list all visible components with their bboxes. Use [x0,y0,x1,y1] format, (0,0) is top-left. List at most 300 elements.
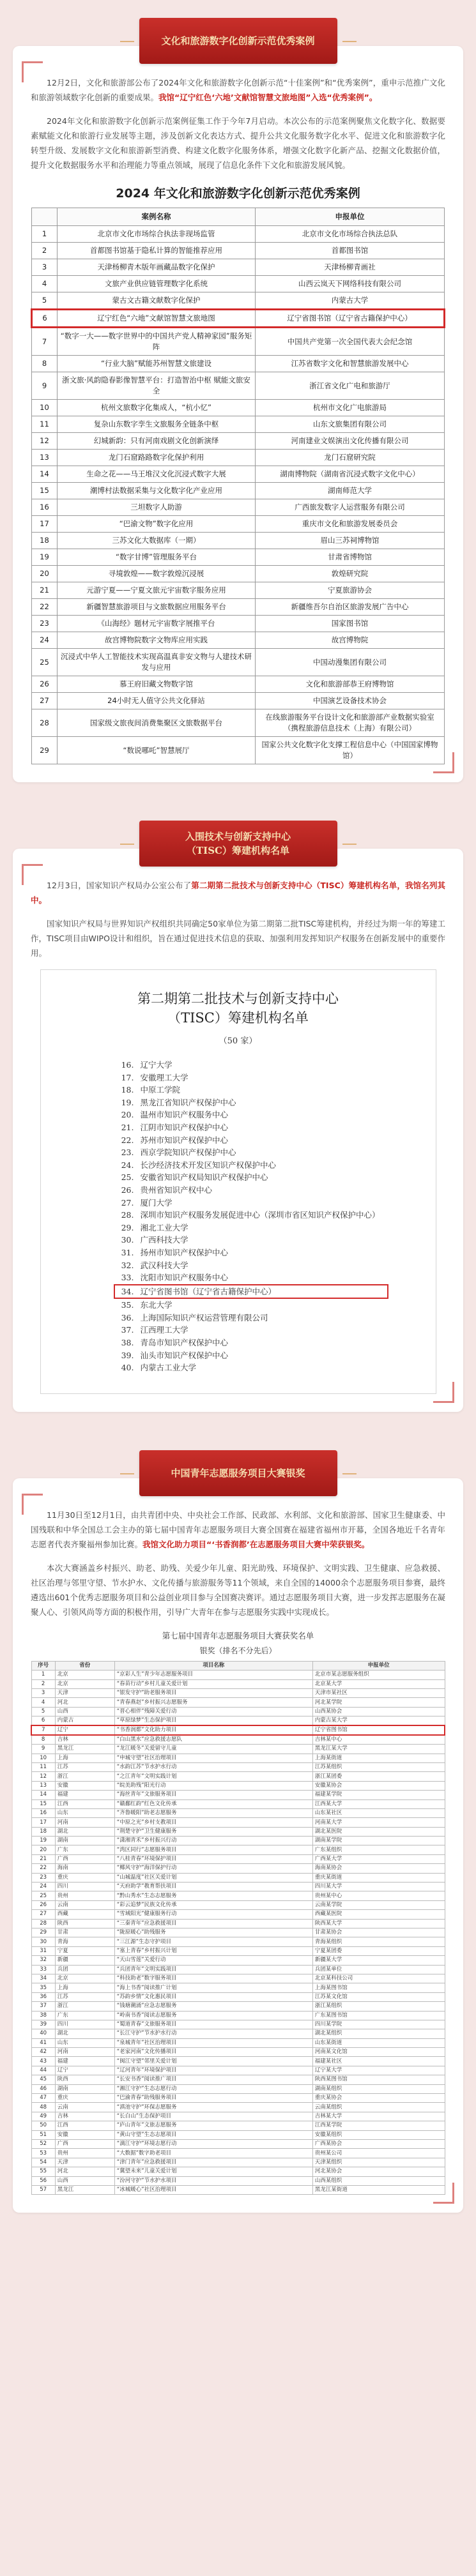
list-item-number: 24. [121,1160,134,1170]
award-cell-c1: 18 [31,1827,55,1836]
award-col-project: 项目名称 [114,1661,312,1670]
table-cell-name: “数字一大——数字世界中的中国共产党人精神家园”服务矩阵 [58,328,256,356]
award-cell-c2: 吉林 [55,2112,114,2121]
table-row [31,1864,445,1873]
table-row [31,1671,445,1679]
award-cell-c2: 上海 [55,1754,114,1762]
tisc-document [40,969,436,1394]
award-cell-c1: 24 [31,1883,55,1891]
award-cell-c2: 安徽 [55,2130,114,2139]
award-cell-c4: 吉林某大学 [312,2112,445,2121]
award-cell-c2: 山东 [55,2038,114,2047]
table-row [31,2103,445,2112]
award-table [31,1661,445,2195]
award-cell-c2: 云南 [55,2103,114,2112]
table-row [32,709,445,737]
list-item-text: 西京学院知识产权保护中心 [140,1148,236,1158]
table-cell-unit: 国家图书馆 [256,616,445,632]
table-cell-idx: 23 [32,616,58,632]
award-cell-c4: 云南某学院 [312,1900,445,1909]
award-cell-c1: 31 [31,1946,55,1955]
award-cell-c3: “彩云追梦”民族文化传承 [114,1900,312,1909]
award-cell-c4: 吉林某中心 [312,1735,445,1745]
list-item-number: 21. [121,1122,134,1132]
table-cell-idx: 7 [32,328,58,356]
table-row [32,259,445,276]
section-header-2-title-b: （TISC）筹建机构名单 [187,845,289,856]
award-cell-c1: 20 [31,1845,55,1854]
list-item-number: 34. [121,1286,134,1296]
award-cell-c1: 35 [31,1983,55,1992]
card-1 [13,46,463,782]
table-cell-idx: 24 [32,632,58,649]
list-item [118,1059,397,1072]
list-item-text: 厦门大学 [140,1197,173,1208]
table-cell-name: “数说哪吒”智慧展厅 [58,737,256,764]
table-cell-name: “数字甘博”管理服务平台 [58,549,256,566]
table-row [31,2029,445,2038]
award-cell-c4: 湖北某组织 [312,2029,445,2038]
award-cell-c3: “冀望未来”儿童关爱计划 [114,2167,312,2176]
table-cell-name: “行业大脑”赋能苏州智慧文旅建设 [58,356,256,372]
sec3-paragraph-2: 本次大赛涵盖乡村振兴、助老、助残、关爱少年儿童、阳光助残、环境保护、文明实践、卫生健康、应急救援、社区治理与邻里守望、节水护水、文化传播与旅游服务等11个领域，来自全国的14000余个志愿服务项目参赛，最终遴选出601个优秀志愿服务项目和公益创业项目参与全国赛决赛评。通过志愿服务项目大赛，进一步发挥志愿服务在凝聚人心、引领风尚等方面的积极作用，引导广大青年在参与志愿服务实践中实现成长。 [31,1563,445,1617]
list-item-text: 安徽省知识产权局知识产权保护中心 [140,1172,268,1183]
award-cell-c1: 55 [31,2167,55,2176]
table-cell-name: 《山海经》题材元宇宙数字展推平台 [58,616,256,632]
table-row [31,2020,445,2029]
award-cell-c1: 52 [31,2139,55,2148]
award-cell-c3: “山城温度”社区关爱计划 [114,1873,312,1882]
award-cell-c2: 山西 [55,2176,114,2185]
table-row [31,2011,445,2020]
award-cell-c1: 30 [31,1937,55,1946]
table-cell-idx: 18 [32,533,58,549]
award-cell-c1: 28 [31,1919,55,1928]
list-item [118,1146,397,1159]
award-cell-c2: 河北 [55,2167,114,2176]
award-cell-c3: “庐山青年”文旅志愿服务 [114,2121,312,2130]
section-header-2 [139,821,337,867]
award-cell-c3: “辽河青年”环境保护项目 [114,2066,312,2075]
table-cell-idx: 11 [32,416,58,433]
award-cell-c2: 浙江 [55,2002,114,2011]
table-cell-idx: 15 [32,483,58,499]
award-cell-c1: 44 [31,2066,55,2075]
table-row [31,1992,445,2001]
award-cell-c4: 甘肃某协会 [312,1928,445,1937]
sec2-paragraph-1-highlight: 第二期第二批技术与创新支持中心（TISC）筹建机构名单，我馆名列其中。 [31,881,445,905]
award-cell-c3: “泉城青年”社区治理项目 [114,2038,312,2047]
award-cell-c1: 57 [31,2185,55,2194]
table-row [31,1707,445,1716]
table-cell-idx: 25 [32,649,58,676]
card-3 [13,1478,463,2213]
table-row [31,1799,445,1808]
table-cell-idx: 16 [32,499,58,516]
list-item-number: 30. [121,1235,134,1245]
table-row [31,1910,445,1919]
table-row [31,1883,445,1891]
award-cell-c2: 广东 [55,2011,114,2020]
award-cell-c4: 海南某协会 [312,1864,445,1873]
award-cell-c4: 辽宁某大学 [312,2066,445,2075]
list-item-number: 36. [121,1312,134,1322]
award-cell-c4: 四川某学院 [312,2020,445,2029]
award-cell-c1: 21 [31,1854,55,1863]
table-row [31,2176,445,2185]
award-cell-c1: 53 [31,2149,55,2158]
list-item [118,1159,397,1172]
table-row [31,1735,445,1745]
list-item-number: 22. [121,1135,134,1145]
award-cell-c4: 天津某组织 [312,2158,445,2167]
sec1-paragraph-1-text: 12月2日，文化和旅游部公布了2024年文化和旅游数字化创新示范“十佳案例”和“优秀案例”，重申示范推广文化和旅游领域数字化创新的重要成果。 [31,78,445,102]
table-row [31,1919,445,1928]
table-row [31,1754,445,1762]
table-cell-name: 慕王府旧藏文物数字馆 [58,676,256,693]
table-row [31,1937,445,1946]
award-cell-c3: “老家河南”文化传播项目 [114,2048,312,2057]
award-cell-c2: 广西 [55,2139,114,2148]
table-cell-name: 幻城新韵：只有河南戏剧文化创新演绎 [58,433,256,450]
table-cell-unit: 江苏省数字文化和智慧旅游发展中心 [256,356,445,372]
table-cell-unit: 中国共产党第一次全国代表大会纪念馆 [256,328,445,356]
table-row [32,328,445,356]
table-row [31,2066,445,2075]
table-cell-unit: 广西旅发数字人运营服务有限公司 [256,499,445,516]
award-cell-c2: 西藏 [55,1910,114,1919]
table-cell-idx: 6 [32,310,58,328]
award-cell-c4: 四川某大学 [312,1883,445,1891]
table-cell-idx: 2 [32,243,58,259]
table-row [32,433,445,450]
award-cell-c2: 贵州 [55,1891,114,1900]
section-culture-digital-cases [0,11,476,782]
table-cell-unit: 眉山三苏祠博物馆 [256,533,445,549]
award-list-title: 第七届中国青年志愿服务项目大赛获奖名单 [162,1630,314,1640]
award-cell-c4: 山东某街道 [312,2038,445,2047]
award-cell-c1: 23 [31,1873,55,1882]
award-cell-c4: 云南某组织 [312,2103,445,2112]
award-cell-c1: 4 [31,1698,55,1707]
award-cell-c1: 46 [31,2084,55,2093]
award-cell-c4: 江苏某组织 [312,1762,445,1771]
section-header-3-title: 中国青年志愿服务项目大赛银奖 [171,1467,305,1479]
award-cell-c3: “大数据”数字助老项目 [114,2149,312,2158]
list-item-number: 32. [121,1260,134,1270]
table-row [32,400,445,416]
table-cell-unit: 湖南博物院（湖南省沉浸式数字文化中心） [256,466,445,483]
award-cell-c2: 北京 [55,1679,114,1688]
award-cell-c4: 福建某社区 [312,2057,445,2066]
award-cell-c3: “京彩人生”青少年志愿服务项目 [114,1671,312,1679]
award-cell-c4: 内蒙古某大学 [312,1716,445,1726]
award-col-province: 省份 [55,1661,114,1670]
list-item [118,1121,397,1134]
col-case-name: 案例名称 [58,208,256,226]
award-cell-c1: 41 [31,2038,55,2047]
section-header-1 [139,18,337,64]
award-cell-c4: 贵州某中心 [312,1891,445,1900]
table-row [31,2158,445,2167]
award-cell-c2: 湖南 [55,1837,114,1845]
award-cell-c4: 上海某图书馆 [312,1983,445,1992]
table-cell-idx: 22 [32,599,58,616]
list-item [118,1222,397,1234]
award-cell-c1: 43 [31,2057,55,2066]
list-item-number: 20. [121,1110,134,1120]
award-cell-c3: “八桂青春”环境保护项目 [114,1854,312,1863]
award-cell-c4: 安徽某组织 [312,2130,445,2139]
table-cell-name: 蒙古文古籍文献数字化保护 [58,292,256,310]
list-item [118,1109,397,1121]
award-cell-c2: 黑龙江 [55,2185,114,2194]
award-cell-c2: 安徽 [55,1781,114,1790]
table-row [32,226,445,243]
award-cell-c3: “赣鄱红韵”红色文化传承 [114,1799,312,1808]
award-cell-c2: 海南 [55,1864,114,1873]
award-cell-c1: 14 [31,1791,55,1799]
table-cell-unit: 中国演艺设备技术协会 [256,693,445,709]
sec3-paragraph-1 [31,1508,445,1552]
table-cell-unit: 辽宁省图书馆（辽宁省古籍保护中心） [256,310,445,328]
award-col-index: 序号 [31,1661,55,1670]
award-cell-c1: 40 [31,2029,55,2038]
table-cell-name: 浙文旅·风韵隐春影像智慧平台：打造智治中枢 赋能文旅安全 [58,372,256,400]
table-cell-name: 文旅产业供应链管理数字化系统 [58,276,256,292]
award-cell-c2: 贵州 [55,2149,114,2158]
award-cell-c1: 6 [31,1716,55,1726]
award-cell-c4: 西藏某医院 [312,1910,445,1919]
award-cell-c4: 黑龙江某大学 [312,1745,445,1754]
list-item [118,1271,397,1284]
award-cell-c3: “湾区同行”志愿服务项目 [114,1845,312,1854]
award-cell-c1: 11 [31,1762,55,1771]
table-cell-name: 生命之花——马王堆汉文化沉浸式数字大展 [58,466,256,483]
table-row [31,1689,445,1698]
table-cell-idx: 28 [32,709,58,737]
award-cell-c1: 27 [31,1910,55,1919]
table-row [31,2002,445,2011]
table-cell-name: 龙门石窟路路数字化保护利用 [58,450,256,466]
table-cell-name: 辽宁红色“六地”文献馆智慧文旅地图 [58,310,256,328]
table-cell-unit: 故宫博物院 [256,632,445,649]
award-cell-c2: 上海 [55,1983,114,1992]
award-cell-c4: 青海某组织 [312,1937,445,1946]
tisc-doc-count: （50 家） [219,1036,257,1046]
award-cell-c1: 10 [31,1754,55,1762]
award-cell-c2: 云南 [55,1900,114,1909]
award-cell-c2: 广东 [55,1845,114,1854]
award-cell-c4: 湖南某学院 [312,1837,445,1845]
table-cell-name: 杭州文旅数字化集成人，“杭小忆” [58,400,256,416]
table-row [32,466,445,483]
award-cell-c4: 江西某学院 [312,2121,445,2130]
award-cell-c2: 湖北 [55,2029,114,2038]
table-row [31,2130,445,2139]
table-cell-idx: 5 [32,292,58,310]
award-cell-c3: “中原之光”乡村支教项目 [114,1818,312,1827]
list-item [118,1171,397,1184]
table-row [32,310,445,328]
award-cell-c3: “滇池守护”环保志愿服务 [114,2103,312,2112]
list-item-text: 东北大学 [140,1300,173,1310]
list-item-text: 辽宁大学 [140,1060,173,1070]
list-item-number: 27. [121,1197,134,1208]
table-row [31,1891,445,1900]
award-list-subtitle: 银奖（排名不分先后） [199,1646,277,1655]
award-cell-c4: 黑龙江某街道 [312,2185,445,2194]
award-cell-c3: “椰风守护”海洋保护行动 [114,1864,312,1873]
list-item [118,1337,397,1349]
table-row [31,1928,445,1937]
award-cell-c4: 浙江某组织 [312,2002,445,2011]
list-item [114,1284,388,1299]
list-item [118,1084,397,1096]
award-cell-c4: 辽宁省图书馆 [312,1725,445,1735]
award-cell-c3: “晋心相伴”残障关爱行动 [114,1707,312,1716]
list-item [118,1184,397,1197]
sec1-paragraph-1 [31,75,445,105]
section-tisc [0,814,476,1412]
sec2-paragraph-1 [31,878,445,907]
sec2-paragraph-1-text: 12月3日，国家知识产权局办公室公布了 [47,881,192,890]
award-cell-c1: 19 [31,1837,55,1845]
award-cell-c2: 天津 [55,1689,114,1698]
award-cell-c3: “银发守护”助老服务项目 [114,1689,312,1698]
table-cell-name: 新疆智慧旅游项目与文旅数据应用服务平台 [58,599,256,616]
table-row [31,1873,445,1882]
table-cell-name: 潮博村法数据采集与文化数字化产业应用 [58,483,256,499]
list-item-text: 上海国际知识产权运营管理有限公司 [140,1312,268,1322]
table-row [31,1781,445,1790]
table-row [32,649,445,676]
award-cell-c1: 13 [31,1781,55,1790]
award-cell-c4: 兵团某单位 [312,1965,445,1974]
list-item-text: 长沙经济技术开发区知识产权保护中心 [140,1160,277,1170]
table-cell-unit: 新疆维吾尔自治区旅游发展广告中心 [256,599,445,616]
table-row [31,1946,445,1955]
table-row [31,1974,445,1983]
table-cell-name: 天津杨柳青木版年画藏品数字化保护 [58,259,256,276]
award-cell-c3: “津门青年”应急救援项目 [114,2158,312,2167]
award-cell-c3: “荆楚守护”卫生健康服务 [114,1827,312,1836]
award-cell-c4: 湖北某医院 [312,1827,445,1836]
award-cell-c3: “三江源”生态守护项目 [114,1937,312,1946]
award-cell-c3: “三秦青年”应急救援项目 [114,1919,312,1928]
award-cell-c3: “蜀道青春”文旅服务项目 [114,2020,312,2029]
award-cell-c3: “长安书香”阅读推广项目 [114,2075,312,2084]
table-row [31,2084,445,2093]
award-cell-c1: 1 [31,1671,55,1679]
table-row [31,1791,445,1799]
award-cell-c4: 重庆某街道 [312,1873,445,1882]
list-item [118,1361,397,1374]
award-cell-c3: “钱塘潮涌”应急志愿服务 [114,2002,312,2011]
table-cell-idx: 14 [32,466,58,483]
list-item-text: 湘北工业大学 [140,1222,188,1232]
award-cell-c3: “天府助学”教育帮扶项目 [114,1883,312,1891]
award-cell-c3: “雪域阳光”健康服务行动 [114,1910,312,1919]
award-cell-c1: 17 [31,1818,55,1827]
award-cell-c3: “春苗行动”乡村儿童关爱计划 [114,1679,312,1688]
list-item [118,1134,397,1147]
list-item-text: 苏州市知识产权保护中心 [140,1135,229,1145]
table-cell-name: 故宫博物院数字文物库应用实践 [58,632,256,649]
award-cell-c1: 9 [31,1745,55,1754]
award-cell-c2: 黑龙江 [55,1745,114,1754]
table-row [32,292,445,310]
award-cell-c1: 34 [31,1974,55,1983]
award-cell-c2: 陕西 [55,2075,114,2084]
award-cell-c4: 陕西某大学 [312,1919,445,1928]
award-cell-c4: 福建某学院 [312,1791,445,1799]
award-cell-c1: 48 [31,2103,55,2112]
table-cell-unit: 北京市文化市场综合执法总队 [256,226,445,243]
award-cell-c3: “岭南书香”阅读志愿服务 [114,2011,312,2020]
award-cell-c2: 福建 [55,2057,114,2066]
award-cell-c4: 河南某文化馆 [312,2048,445,2057]
award-cell-c2: 重庆 [55,1873,114,1882]
award-cell-c4: 山西某组织 [312,2176,445,2185]
table-row [31,2038,445,2047]
table-cell-name: 24小时无人值守公共文化驿站 [58,693,256,709]
table-cell-unit: 首都图书馆 [256,243,445,259]
award-cell-c4: 上海某街道 [312,1754,445,1762]
table-cell-idx: 17 [32,516,58,533]
table-cell-name: 三苏文化大数据库（一期） [58,533,256,549]
list-item-number: 31. [121,1247,134,1257]
table-cell-unit: 浙江省文化广电和旅游厅 [256,372,445,400]
award-cell-c3: “之江青年”文明实践计划 [114,1772,312,1781]
award-cell-c3: “龙江暖冬”关爱留守儿童 [114,1745,312,1754]
list-item [118,1349,397,1362]
award-cell-c2: 天津 [55,2158,114,2167]
table-row [31,1679,445,1688]
list-item-number: 37. [121,1325,134,1335]
award-cell-c3: “海上书香”阅读推广计划 [114,1983,312,1992]
award-cell-c1: 15 [31,1799,55,1808]
award-cell-c1: 38 [31,2011,55,2020]
table-row [31,1965,445,1974]
award-cell-c1: 29 [31,1928,55,1937]
award-cell-c3: “青春燕赵”乡村振兴志愿服务 [114,1698,312,1707]
table-row [32,499,445,516]
table-row [31,1956,445,1965]
award-cell-c4: 广西某大学 [312,1854,445,1863]
table-row [32,693,445,709]
award-cell-c3: “黔山秀水”生态志愿服务 [114,1891,312,1900]
award-cell-c4: 山东某社区 [312,1808,445,1817]
award-cell-c3: “苏韵乡情”文化惠民项目 [114,1992,312,2001]
list-item-text: 扬州市知识产权保护中心 [140,1247,229,1257]
award-cell-c2: 兵团 [55,1965,114,1974]
award-cell-c2: 广西 [55,1854,114,1863]
list-item [118,1259,397,1272]
list-item-number: 17. [121,1072,134,1082]
list-item-text: 青岛市知识产权保护中心 [140,1338,229,1348]
list-item [118,1246,397,1259]
table-row [31,1900,445,1909]
table-cell-unit: 文化和旅游部恭王府博物馆 [256,676,445,693]
table-row [31,1745,445,1754]
award-cell-c3: “长白山”生态保护项目 [114,2112,312,2121]
award-table-body [31,1671,445,2195]
cases-table-title: 2024 年文化和旅游数字化创新示范优秀案例 [116,186,360,201]
award-cell-c1: 51 [31,2130,55,2139]
award-cell-c1: 49 [31,2112,55,2121]
award-cell-c2: 吉林 [55,1735,114,1745]
